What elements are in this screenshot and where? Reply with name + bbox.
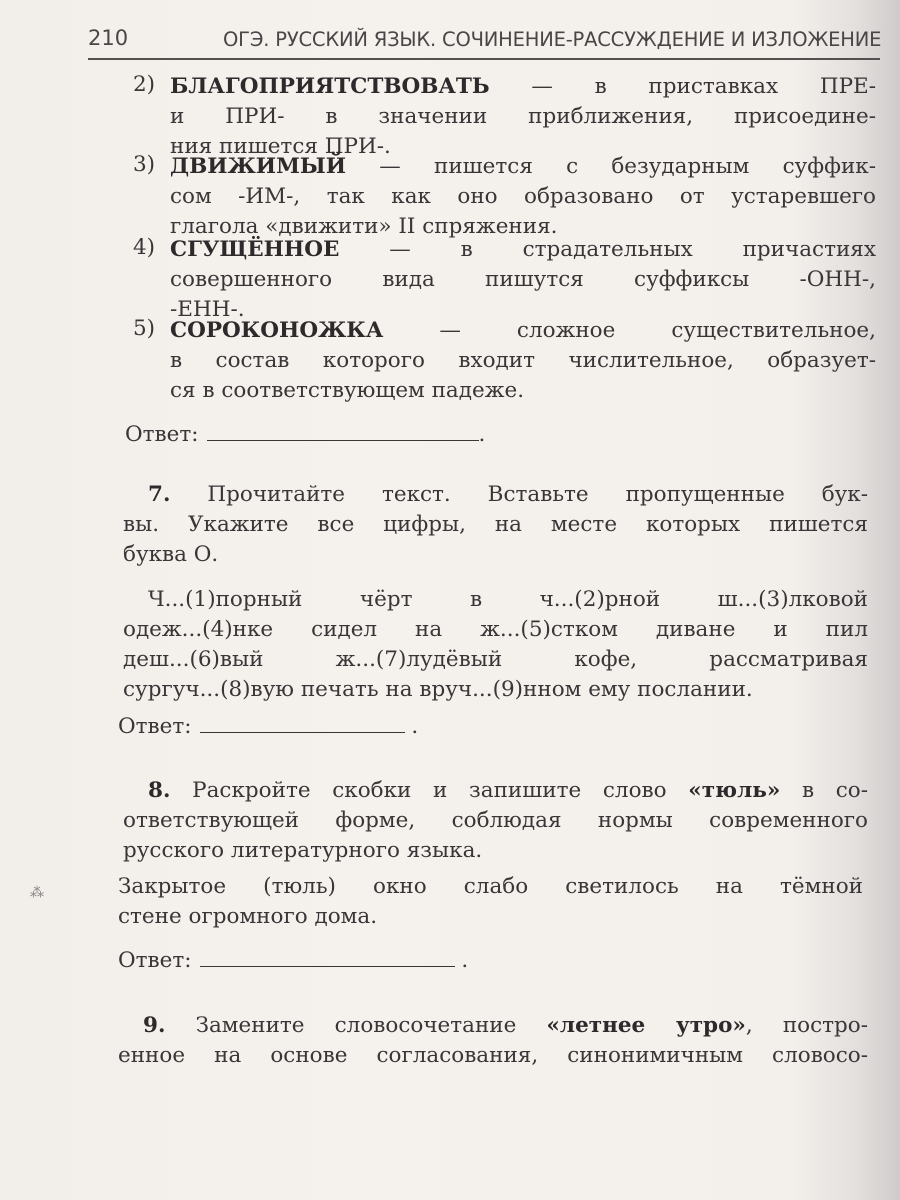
task-number: 8. <box>148 778 171 803</box>
page-number: 210 <box>88 26 129 50</box>
option-word: СГУЩЁННОЕ <box>170 237 340 262</box>
task-9: 9. Замените словосочетание «летнее утро», постро- енное на основе согласования, синонимичным словосо- <box>118 1013 868 1068</box>
option-number: 2) <box>133 72 156 97</box>
option-number: 3) <box>133 152 156 177</box>
option-4: СГУЩЁННОЕ — в страдательных причастиях совершенного вида пишутся суффиксы -ОНН-, -ЕНН-. <box>170 237 877 322</box>
keyword: «тюль» <box>688 778 781 803</box>
page-header <box>88 22 880 60</box>
margin-smudge: ⁂ <box>30 885 44 901</box>
task-7: 7. Прочитайте текст. Вставьте пропущенные бук- вы. Укажите все цифры, на месте которых пишется буква О. <box>123 482 868 567</box>
task-number: 7. <box>148 482 171 507</box>
task-8: 8. Раскройте скобки и запишите слово «тюль» в со- ответствующей форме, соблюдая нормы современного русского литературного языка. <box>123 778 868 863</box>
answer-blank[interactable] <box>200 946 455 967</box>
task-8-sentence: Закрытое (тюль) окно слабо светилось на тёмной стене огромного дома. <box>118 874 863 929</box>
option-5: СОРОКОНОЖКА — сложное существительное, в состав которого входит числительное, образует- ся в соответствующем падеже. <box>170 318 876 403</box>
answer-field-task-7: Ответ: . <box>118 714 419 739</box>
answer-blank[interactable] <box>207 420 479 441</box>
running-title: ОГЭ. РУССКИЙ ЯЗЫК. СОЧИНЕНИЕ-РАССУЖДЕНИЕ И ИЗЛОЖЕНИЕ <box>223 28 882 51</box>
option-word: СОРОКОНОЖКА <box>170 318 384 343</box>
answer-field-task-8: Ответ: . <box>118 948 469 973</box>
option-number: 5) <box>133 316 156 341</box>
option-word: БЛАГОПРИЯТСТВОВАТЬ <box>170 74 490 99</box>
option-word: ДВИЖИМЫЙ <box>170 154 347 179</box>
answer-blank[interactable] <box>200 712 405 733</box>
task-number: 9. <box>143 1013 166 1038</box>
keyword: «летнее утро» <box>546 1013 746 1038</box>
option-number: 4) <box>133 235 156 260</box>
answer-field-task-6: Ответ: . <box>125 422 486 447</box>
task-7-text: Ч...(1)порный чёрт в ч...(2)рной ш...(3)лковой одеж...(4)нке сидел на ж...(5)стком диване и пил деш...(6)вый ж...(7)лудёвый кофе, рассматривая сургуч...(8)вую печать на вруч...(9)нном ему послании. <box>123 587 868 702</box>
option-2: БЛАГОПРИЯТСТВОВАТЬ — в приставках ПРЕ- и ПРИ- в значении приближения, присоедине- ния пишется ПРИ-. <box>170 74 876 159</box>
option-3: ДВИЖИМЫЙ — пишется с безударным суффик- сом -ИМ-, так как оно образовано от устаревшего глагола «движити» II спряжения. <box>170 154 876 239</box>
